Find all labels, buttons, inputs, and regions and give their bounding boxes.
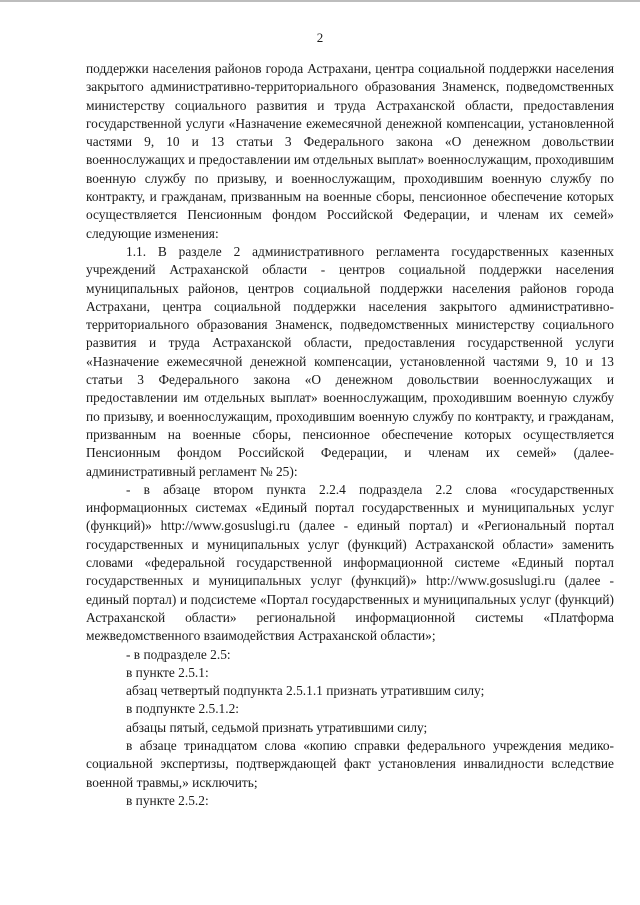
paragraph-2-2-4: - в абзаце втором пункта 2.2.4 подраздела 2.2 слова «государственных информационных системах «Единый портал государственных и муниципальных услуг (функций)» http://www.gosuslugi.ru (далее - единый портал) и «Региональный портал государственных и муниципальных услуг (функций) Астраханской области» заменить словами «федеральной государственной информационной системе «Единый портал государственных и муниципальных услуг (функций)» http://www.gosuslugi.ru (далее - единый портал) и подсистеме «Портал государственных и муниципальных услуг (функций) Астраханской области» региональной информационной системы «Платформа межведомственного взаимодействия Астраханской области»; [86,481,614,644]
paragraph-abz-5-7: абзацы пятый, седьмой признать утратившими силу; [126,719,428,735]
scan-top-edge [0,0,640,2]
paragraph-point-2-5-1: в пункте 2.5.1: [126,664,209,680]
paragraph-abz-13: в абзаце тринадцатом слова «копию справки федерального учреждения медико-социальной экспертизы, подтверждающей факт установления инвалидности вследствие военной травмы,» исключить; [86,737,614,790]
paragraph-continuation: поддержки населения районов города Астрахани, центра социальной поддержки населения закрытого административно-территориального образования Знаменск, подведомственных министерству социального развития и труда Астраханской области, предоставления государственной услуги «Назначение ежемесячной денежной компенсации, установленной частями 9, 10 и 13 статьи 3 Федерального закона «О денежном довольствии военнослужащих и предоставлении им отдельных выплат» военнослужащим, проходившим военную службу по призыву, и военнослужащим, проходившим военную службу по контракту, и гражданам, призванным на военные сборы, пенсионное обеспечение которых осуществляется Пенсионным фондом Российской Федерации, и членам их семей» следующие изменения: [86,61,614,241]
paragraph-subsection-2-5: - в подразделе 2.5: [126,646,231,662]
paragraph-subpoint-2-5-1-2: в подпункте 2.5.1.2: [126,701,240,717]
paragraph-1-1: 1.1. В разделе 2 административного регламента государственных казенных учреждений Астраханской области - центров социальной поддержки населения муниципальных районов, центров социальной поддержки населения районов города Астрахани, центра социальной поддержки населения закрытого административно-территориального образования Знаменск, подведомственных министерству социального развития и труда Астраханской области, предоставления государственной услуги «Назначение ежемесячной денежной компенсации, установленной частями 9, 10 и 13 статьи 3 Федерального закона «О денежном довольствии военнослужащих и предоставлении им отдельных выплат» военнослужащим, проходившим военную службу по призыву, и военнослужащим, проходившим военную службу по контракту, и гражданам, призванным на военные сборы, пенсионное обеспечение которых осуществляется Пенсионным фондом Российской Федерации, и членам их семей» (далее- административный регламент № 25): [86,243,614,479]
page-number: 2 [316,30,324,45]
paragraph-point-2-5-2: в пункте 2.5.2: [126,792,209,808]
paragraph-2-5-1-1: абзац четвертый подпункта 2.5.1.1 признать утратившим силу; [126,683,485,699]
document-body [86,60,614,810]
